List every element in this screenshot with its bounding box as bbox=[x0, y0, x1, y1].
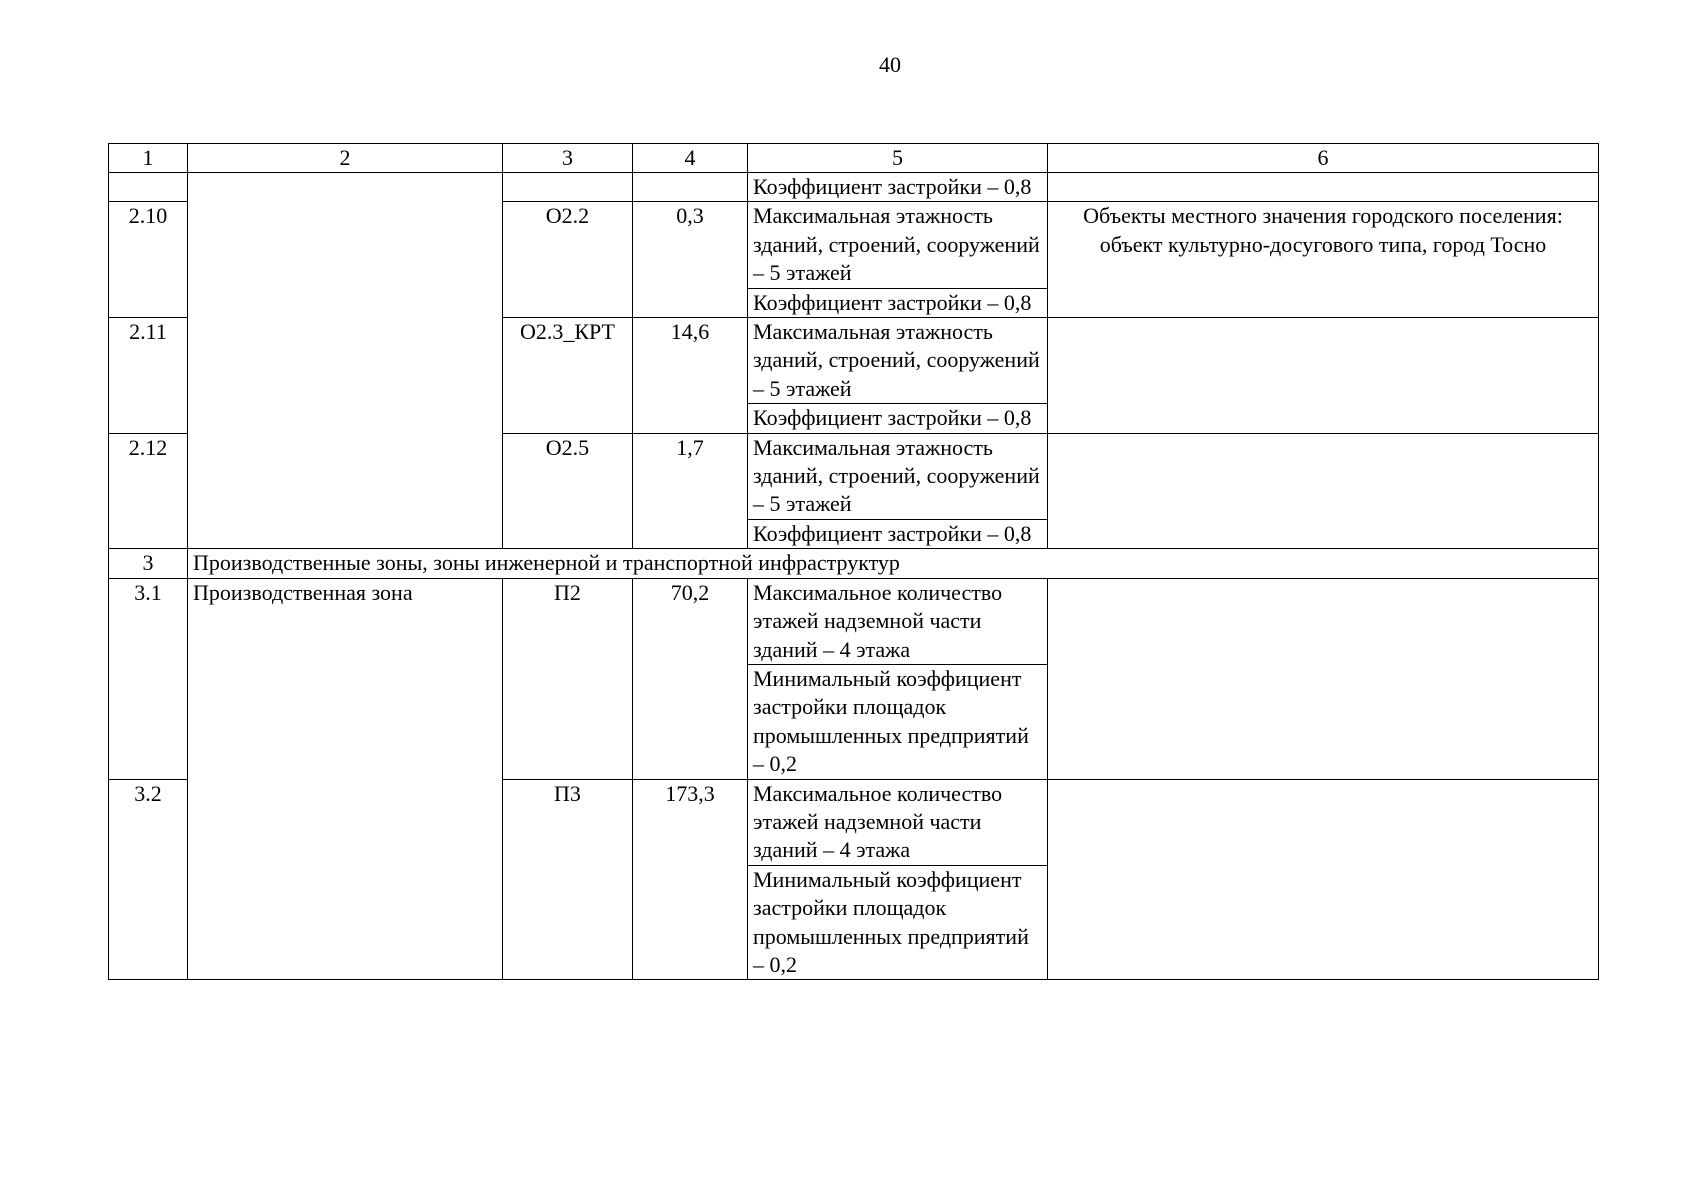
objects-cell bbox=[1048, 578, 1599, 779]
param-cell: Максимальная этажность зданий, строений, сооружений – 5 этажей bbox=[748, 202, 1048, 288]
objects-cell bbox=[1048, 433, 1599, 549]
row-number bbox=[109, 173, 188, 202]
zone-code: П2 bbox=[503, 578, 633, 779]
table-row bbox=[109, 173, 1599, 202]
header-cell: 3 bbox=[503, 144, 633, 173]
param-cell: Минимальный коэффициент застройки площадок промышленных предприятий – 0,2 bbox=[748, 664, 1048, 779]
header-cell: 2 bbox=[188, 144, 503, 173]
objects-cell bbox=[1048, 779, 1599, 980]
zone-area: 0,3 bbox=[633, 202, 748, 318]
param-cell: Коэффициент застройки – 0,8 bbox=[748, 519, 1048, 548]
zone-area: 70,2 bbox=[633, 578, 748, 779]
zone-name bbox=[188, 173, 503, 549]
zone-code: О2.5 bbox=[503, 433, 633, 549]
param-cell: Максимальное количество этажей надземной части зданий – 4 этажа bbox=[748, 779, 1048, 865]
row-number: 3.2 bbox=[109, 779, 188, 980]
zone-area bbox=[633, 173, 748, 202]
row-number: 2.11 bbox=[109, 318, 188, 434]
objects-cell: Объекты местного значения городского поселения: объект культурно-досугового типа, город Тосно bbox=[1048, 202, 1599, 318]
table-row bbox=[109, 578, 1599, 664]
header-cell: 4 bbox=[633, 144, 748, 173]
param-cell: Коэффициент застройки – 0,8 bbox=[748, 173, 1048, 202]
section-number: 3 bbox=[109, 549, 188, 578]
param-cell: Максимальное количество этажей надземной части зданий – 4 этажа bbox=[748, 578, 1048, 664]
zone-area: 173,3 bbox=[633, 779, 748, 980]
param-cell: Минимальный коэффициент застройки площадок промышленных предприятий – 0,2 bbox=[748, 865, 1048, 980]
zone-code: П3 bbox=[503, 779, 633, 980]
header-cell: 5 bbox=[748, 144, 1048, 173]
header-cell: 1 bbox=[109, 144, 188, 173]
param-cell: Коэффициент застройки – 0,8 bbox=[748, 404, 1048, 433]
zone-code: О2.2 bbox=[503, 202, 633, 318]
section-row bbox=[109, 549, 1599, 578]
zones-table bbox=[108, 143, 1599, 980]
zone-area: 1,7 bbox=[633, 433, 748, 549]
objects-cell bbox=[1048, 173, 1599, 202]
row-number: 2.10 bbox=[109, 202, 188, 318]
row-number: 2.12 bbox=[109, 433, 188, 549]
section-title: Производственные зоны, зоны инженерной и транспортной инфраструктур bbox=[188, 549, 1599, 578]
page-number: 40 bbox=[879, 52, 901, 77]
row-number: 3.1 bbox=[109, 578, 188, 779]
header-cell: 6 bbox=[1048, 144, 1599, 173]
zone-code bbox=[503, 173, 633, 202]
param-cell: Максимальная этажность зданий, строений, сооружений – 5 этажей bbox=[748, 318, 1048, 404]
objects-cell bbox=[1048, 318, 1599, 434]
zone-name: Производственная зона bbox=[188, 578, 503, 980]
zone-area: 14,6 bbox=[633, 318, 748, 434]
zone-code: О2.3_КРТ bbox=[503, 318, 633, 434]
param-cell: Максимальная этажность зданий, строений, сооружений – 5 этажей bbox=[748, 433, 1048, 519]
table-header-row bbox=[109, 144, 1599, 173]
param-cell: Коэффициент застройки – 0,8 bbox=[748, 288, 1048, 317]
